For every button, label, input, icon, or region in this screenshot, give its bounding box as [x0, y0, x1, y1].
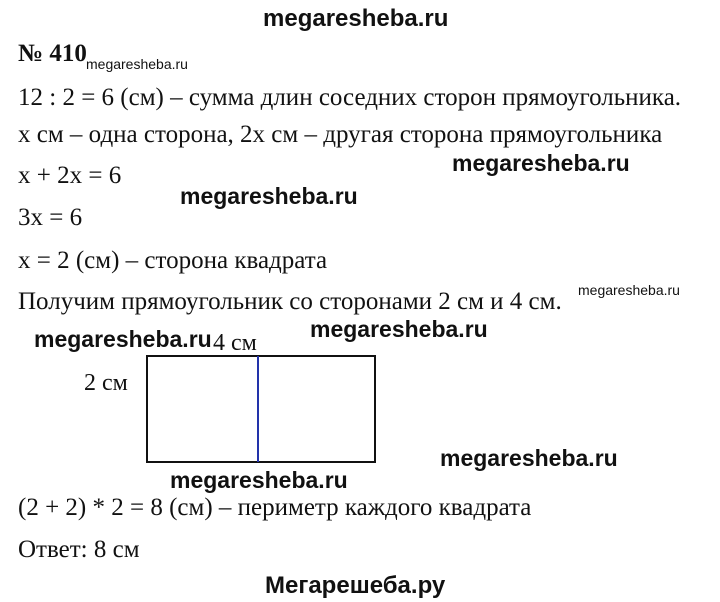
watermark: megaresheba.ru — [180, 183, 358, 209]
answer-line: Ответ: 8 см — [18, 536, 140, 563]
watermark: megaresheba.ru — [452, 150, 630, 176]
solution-line-3: x + 2x = 6 — [18, 162, 122, 189]
site-header: megaresheba.ru — [263, 5, 449, 32]
site-footer: Мегарешеба.ру — [265, 572, 446, 599]
watermark: megaresheba.ru — [170, 467, 348, 493]
watermark-small: megaresheba.ru — [86, 56, 188, 72]
figure-side-label: 2 см — [84, 370, 128, 396]
solution-line-1: 12 : 2 = 6 (см) – сумма длин соседних сторон прямоугольника. — [18, 84, 682, 111]
watermark: megaresheba.ru — [34, 326, 212, 352]
solution-line-4: 3x = 6 — [18, 204, 83, 231]
solution-line-5: x = 2 (см) – сторона квадрата — [18, 247, 328, 274]
watermark-small: megaresheba.ru — [578, 282, 680, 298]
watermark: megaresheba.ru — [310, 316, 488, 342]
problem-number: № 410 — [18, 40, 87, 67]
watermark: megaresheba.ru — [440, 445, 618, 471]
square-divider-line — [257, 356, 259, 462]
rectangle-figure — [146, 355, 376, 463]
solution-line-6: Получим прямоугольник со сторонами 2 см и 4 см. — [18, 288, 562, 315]
figure-top-label: 4 см — [213, 330, 257, 356]
perimeter-line: (2 + 2) * 2 = 8 (см) – периметр каждого квадрата — [18, 494, 532, 521]
solution-line-2: x см – одна сторона, 2x см – другая сторона прямоугольника — [18, 121, 663, 148]
